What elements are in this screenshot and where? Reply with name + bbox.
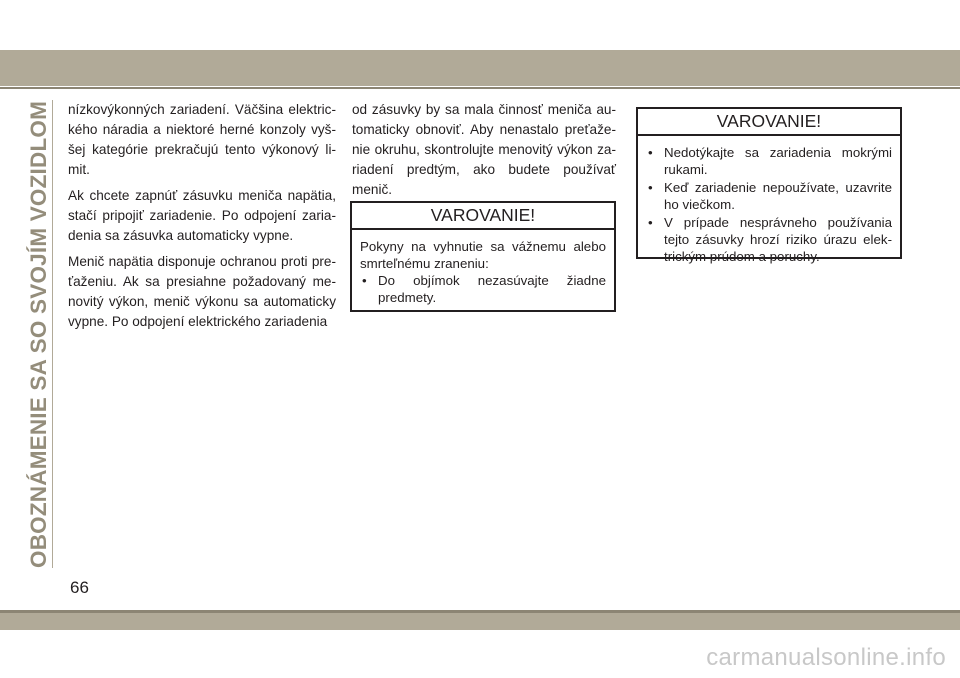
paragraph: nízkovýkonných zariadení. Väčšina elektrického náradia a niektoré herné konzoly vyššej kategórie prekračujú tento výkonový limit. bbox=[68, 102, 336, 177]
paragraph: od zásuvky by sa mala činnosť meniča automaticky obnoviť. Aby nenastalo preťaženie okruhu, skontrolujte menovitý výkon zariadení predtým, ako budete používať menič. bbox=[352, 102, 616, 197]
header-band bbox=[0, 0, 960, 50]
warning-list bbox=[646, 144, 892, 265]
warning-body bbox=[352, 230, 614, 313]
warning-title: VAROVANIE! bbox=[352, 203, 614, 230]
page-number: 66 bbox=[70, 578, 89, 597]
warning-box-1 bbox=[350, 201, 616, 312]
warning-item: • V prípade nesprávneho používania tejto zásuvky hrozí riziko úrazu elektrickým prúdom a poruchy. bbox=[646, 214, 892, 265]
section-divider bbox=[52, 100, 53, 568]
warning-item: • Nedotýkajte sa zariadenia mokrými rukami. bbox=[646, 144, 892, 178]
warning-item: • Keď zariadenie nepoužívate, uzavrite ho viečkom. bbox=[646, 179, 892, 213]
watermark: carmanualsonline.info bbox=[706, 644, 946, 671]
warning-body bbox=[638, 136, 900, 272]
warning-intro: Pokyny na vyhnutie sa vážnemu alebo smrteľnému zraneniu: bbox=[360, 239, 606, 271]
warning-list bbox=[360, 272, 606, 306]
paragraph: Ak chcete zapnúť zásuvku meniča napätia, stačí pripojiť zariadenie. Po odpojení zariadenia sa zásuvka automaticky vypne. bbox=[68, 188, 336, 243]
header-rule bbox=[0, 87, 960, 89]
section-title: OBOZNÁMENIE SA SO SVOJÍM VOZIDLOM bbox=[26, 100, 51, 568]
text-column-1 bbox=[68, 100, 336, 338]
paragraph: Menič napätia disponuje ochranou proti preťaženiu. Ak sa presiahne požadovaný menovitý výkon, menič výkonu sa automaticky vypne. Po odpojení elektrického zariadenia bbox=[68, 254, 336, 329]
footer-bar bbox=[0, 613, 960, 630]
warning-box-2 bbox=[636, 107, 902, 264]
header-bar bbox=[0, 50, 960, 86]
warning-title: VAROVANIE! bbox=[638, 109, 900, 136]
text-column-2 bbox=[352, 100, 616, 206]
warning-item: • Do objímok nezasúvajte žiadne predmety. bbox=[360, 272, 606, 306]
